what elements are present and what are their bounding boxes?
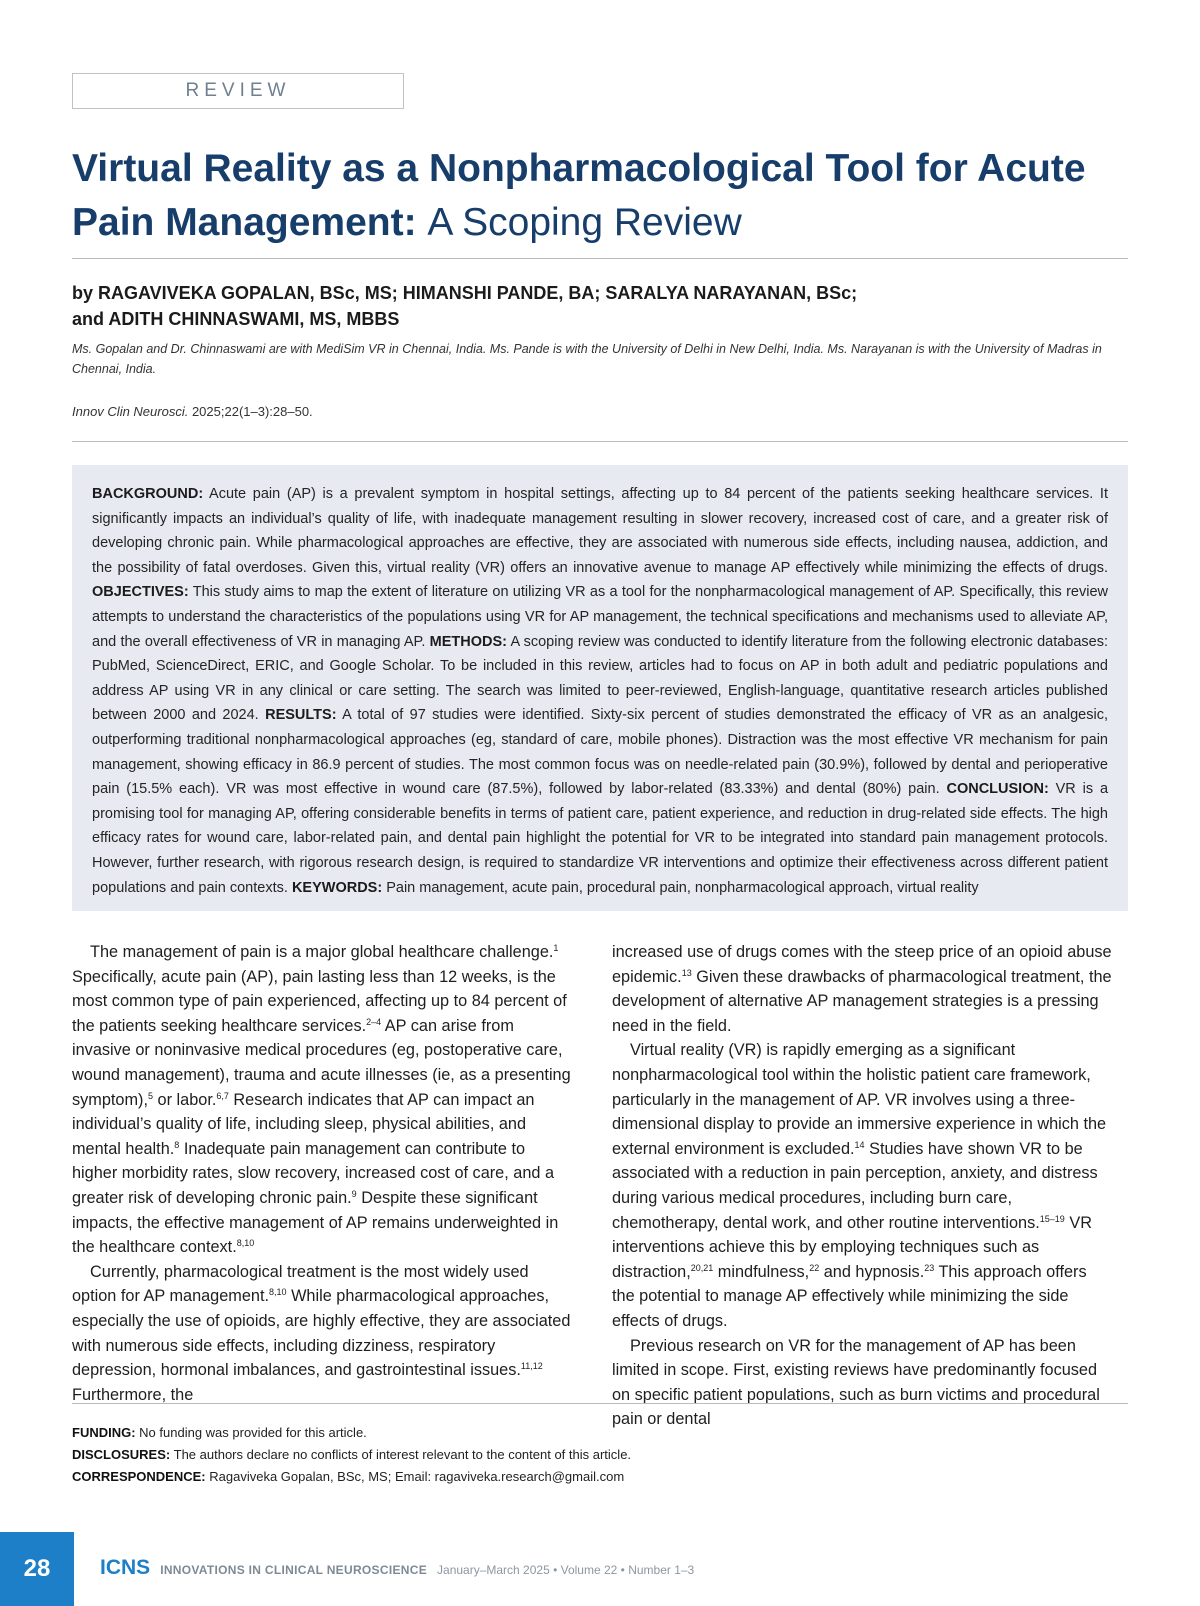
methods-label: METHODS:	[429, 633, 507, 650]
body-paragraph	[72, 940, 572, 1260]
body-column-left	[72, 940, 572, 1407]
reference-mark: 22	[809, 1262, 820, 1273]
reference-mark: 8,10	[269, 1287, 287, 1298]
page-number: 28	[0, 1532, 74, 1606]
reference-mark: 8,10	[236, 1238, 255, 1249]
objectives-label: OBJECTIVES:	[92, 584, 189, 601]
disclosures-label: DISCLOSURES:	[72, 1447, 171, 1462]
methods-text: A scoping review was conducted to identify literature from the following electronic databases: PubMed, ScienceDirect, ERIC, and Google Scholar. To be included in this review, articles had to focus on AP in both adult and pediatric populations and address AP using VR in any clinical or care setting. The search was limited to peer-reviewed, English-language, quantitative research articles published between 2000 and 2024.	[92, 633, 1109, 724]
journal-issue: January–March 2025 • Volume 22 • Number 1–3	[437, 1563, 695, 1577]
reference-mark: 5	[148, 1090, 154, 1101]
objectives-text: This study aims to map the extent of literature on utilizing VR as a tool for the nonpharmacological management of AP. Specifically, this review attempts to understand the characteristics of the populations using VR for AP management, the technical specifications and mechanisms used to alleviate AP, and the overall effectiveness of VR in managing AP.	[92, 584, 1108, 650]
reference-mark: 6,7	[216, 1090, 229, 1101]
reference-mark: 11,12	[520, 1361, 543, 1372]
body-text: Furthermore, the	[72, 1385, 194, 1404]
correspondence-text: Ragaviveka Gopalan, BSc, MS; Email: ragaviveka.research@gmail.com	[209, 1469, 625, 1484]
body-paragraph	[612, 940, 1112, 1038]
body-text: Studies have shown VR to be associated with a reduction in pain perception, anxiety, and distress during various medical procedures, including burn care, chemotherapy, dental work, and other routine interventions.	[612, 1139, 1098, 1232]
abstract-box	[72, 465, 1128, 911]
body-paragraph	[612, 1038, 1112, 1333]
body-text: The management of pain is a major global healthcare challenge.	[90, 943, 554, 961]
reference-mark: 13	[681, 967, 692, 978]
funding-label: FUNDING:	[72, 1425, 136, 1440]
journal-name: INNOVATIONS IN CLINICAL NEUROSCIENCE	[160, 1563, 428, 1577]
body-text: Virtual reality (VR) is rapidly emerging as a significant nonpharmacological tool within the holistic patient care framework, particularly in the management of AP. VR involves using a three-dimensional display to provide an immersive experience in which the external environment is excluded.	[612, 1041, 1107, 1158]
conclusion-text: VR is a promising tool for managing AP, offering considerable benefits in terms of patient care, patient experience, and reduction in drug-related side effects. The high efficacy rates for wound care, labor-related pain, and dental pain highlight the potential for VR to be integrated into standard pain management protocols. However, further research, with rigorous research design, is required to standardize VR interventions and optimize their effectiveness across different patient populations and pain contexts.	[92, 781, 1109, 896]
body-text: mindfulness,	[713, 1262, 810, 1281]
title-divider	[72, 258, 1128, 259]
body-text: increased use of drugs comes with the steep price of an opioid abuse epidemic.	[612, 943, 1112, 986]
journal-abbreviation: ICNS	[100, 1556, 151, 1579]
title-subtitle: A Scoping Review	[427, 201, 742, 244]
body-text: Currently, pharmacological treatment is the most widely used option for AP management.	[72, 1262, 529, 1306]
correspondence-label: CORRESPONDENCE:	[72, 1469, 206, 1484]
body-text: Despite these significant impacts, the effective management of AP remains underweighted in the healthcare context.	[72, 1188, 559, 1257]
reference-mark: 1	[553, 943, 559, 953]
reference-mark: 15–19	[1039, 1213, 1065, 1224]
funding-text: No funding was provided for this article.	[139, 1425, 367, 1440]
background-label: BACKGROUND:	[92, 486, 204, 502]
body-text: or labor.	[153, 1090, 217, 1109]
reference-mark: 8	[174, 1139, 180, 1150]
keywords-text: Pain management, acute pain, procedural pain, nonpharmacological approach, virtual reality	[386, 879, 979, 896]
footnotes	[72, 1422, 1128, 1488]
results-text: A total of 97 studies were identified. Sixty-six percent of studies demonstrated the efficacy of VR as an analgesic, outperforming traditional nonpharmacological approaches (eg, standard of care, mobile phones). Distraction was the most effective VR mechanism for pain management, showing efficacy in 86.9 percent of studies. The most common focus was on needle-related pain (30.9%), followed by dental and perioperative pain (15.5% each). VR was most effective in wound care (87.5%), followed by labor-related (83.33%) and dental (80%) pain.	[92, 707, 1108, 798]
body-paragraph	[72, 1260, 572, 1408]
citation	[72, 403, 1128, 421]
section-label: REVIEW	[72, 73, 404, 109]
body-text: This approach offers the potential to manage AP effectively while minimizing the side effects of drugs.	[612, 1262, 1087, 1330]
body-text: Given these drawbacks of pharmacological treatment, the development of alternative AP management strategies is a pressing need in the field.	[612, 967, 1112, 1035]
author-list	[72, 280, 1128, 332]
correspondence-note	[72, 1466, 1128, 1488]
reference-mark: 23	[924, 1262, 935, 1273]
header-divider	[72, 441, 1128, 442]
body-text: While pharmacological approaches, especially the use of opioids, are highly effective, they are associated with numerous side effects, including dizziness, respiratory depression, hormonal imbalances, and gastrointestinal issues.	[72, 1287, 571, 1380]
body-text: Inadequate pain management can contribute to higher morbidity rates, slow recovery, increased cost of care, and a greater risk of developing chronic pain.	[72, 1139, 555, 1207]
funding-note	[72, 1422, 1128, 1444]
body-text: and hypnosis.	[819, 1262, 925, 1281]
article-title	[72, 142, 1132, 250]
reference-mark: 2–4	[366, 1016, 382, 1027]
footnote-divider	[72, 1403, 1128, 1404]
body-text: Research indicates that AP can impact an individual’s quality of life, including sleep, physical abilities, and mental health.	[72, 1090, 535, 1158]
conclusion-label: CONCLUSION:	[946, 781, 1049, 798]
reference-mark: 14	[854, 1139, 865, 1150]
title-main: Virtual Reality as a Nonpharmacological Tool for Acute Pain Management:	[72, 147, 1086, 244]
reference-mark: 20,21	[690, 1262, 714, 1273]
background-text: Acute pain (AP) is a prevalent symptom in hospital settings, affecting up to 84 percent of the patients seeking healthcare services. It significantly impacts an individual’s quality of life, with inadequate management resulting in slower recovery, increased cost of care, and a greater risk of developing chronic pain. While pharmacological approaches are effective, they are associated with numerous side effects, including nausea, addiction, and the possibility of fatal overdoses. Given this, virtual reality (VR) offers an innovative avenue to manage AP effectively while minimizing the effects of drugs.	[92, 486, 1108, 576]
body-text: VR interventions achieve this by employing techniques such as distraction,	[612, 1213, 1092, 1281]
disclosures-note	[72, 1444, 1128, 1466]
author-line-1: by RAGAVIVEKA GOPALAN, BSc, MS; HIMANSHI PANDE, BA; SARALYA NARAYANAN, BSc;	[72, 283, 858, 303]
results-label: RESULTS:	[265, 707, 337, 724]
body-text: Previous research on VR for the management of AP has been limited in scope. First, existing reviews have predominantly focused on specific patient populations, such as burn victims and procedural pain or dental	[612, 1336, 1100, 1429]
journal-footer	[100, 1556, 694, 1586]
body-text: Specifically, acute pain (AP), pain lasting less than 12 weeks, is the most common type of pain experienced, affecting up to 84 percent of the patients seeking healthcare services.	[72, 967, 567, 1035]
body-paragraph	[612, 1334, 1112, 1432]
citation-details: 2025;22(1–3):28–50.	[191, 404, 313, 419]
author-line-2: and ADITH CHINNASWAMI, MS, MBBS	[72, 309, 400, 329]
body-text: AP can arise from invasive or noninvasive medical procedures (eg, postoperative care, wound management), trauma and acute illnesses (ie, as a presenting symptom),	[72, 1016, 571, 1109]
keywords-label: KEYWORDS:	[291, 879, 383, 896]
disclosures-text: The authors declare no conflicts of interest relevant to the content of this article.	[173, 1447, 632, 1462]
body-column-right	[612, 940, 1112, 1432]
reference-mark: 9	[351, 1188, 357, 1199]
author-affiliations: Ms. Gopalan and Dr. Chinnaswami are with MediSim VR in Chennai, India. Ms. Pande is with the University of Delhi in New Delhi, India. Ms. Narayanan is with the University of Madras in Chennai, India.	[72, 342, 1102, 376]
citation-journal: Innov Clin Neurosci.	[72, 404, 189, 419]
